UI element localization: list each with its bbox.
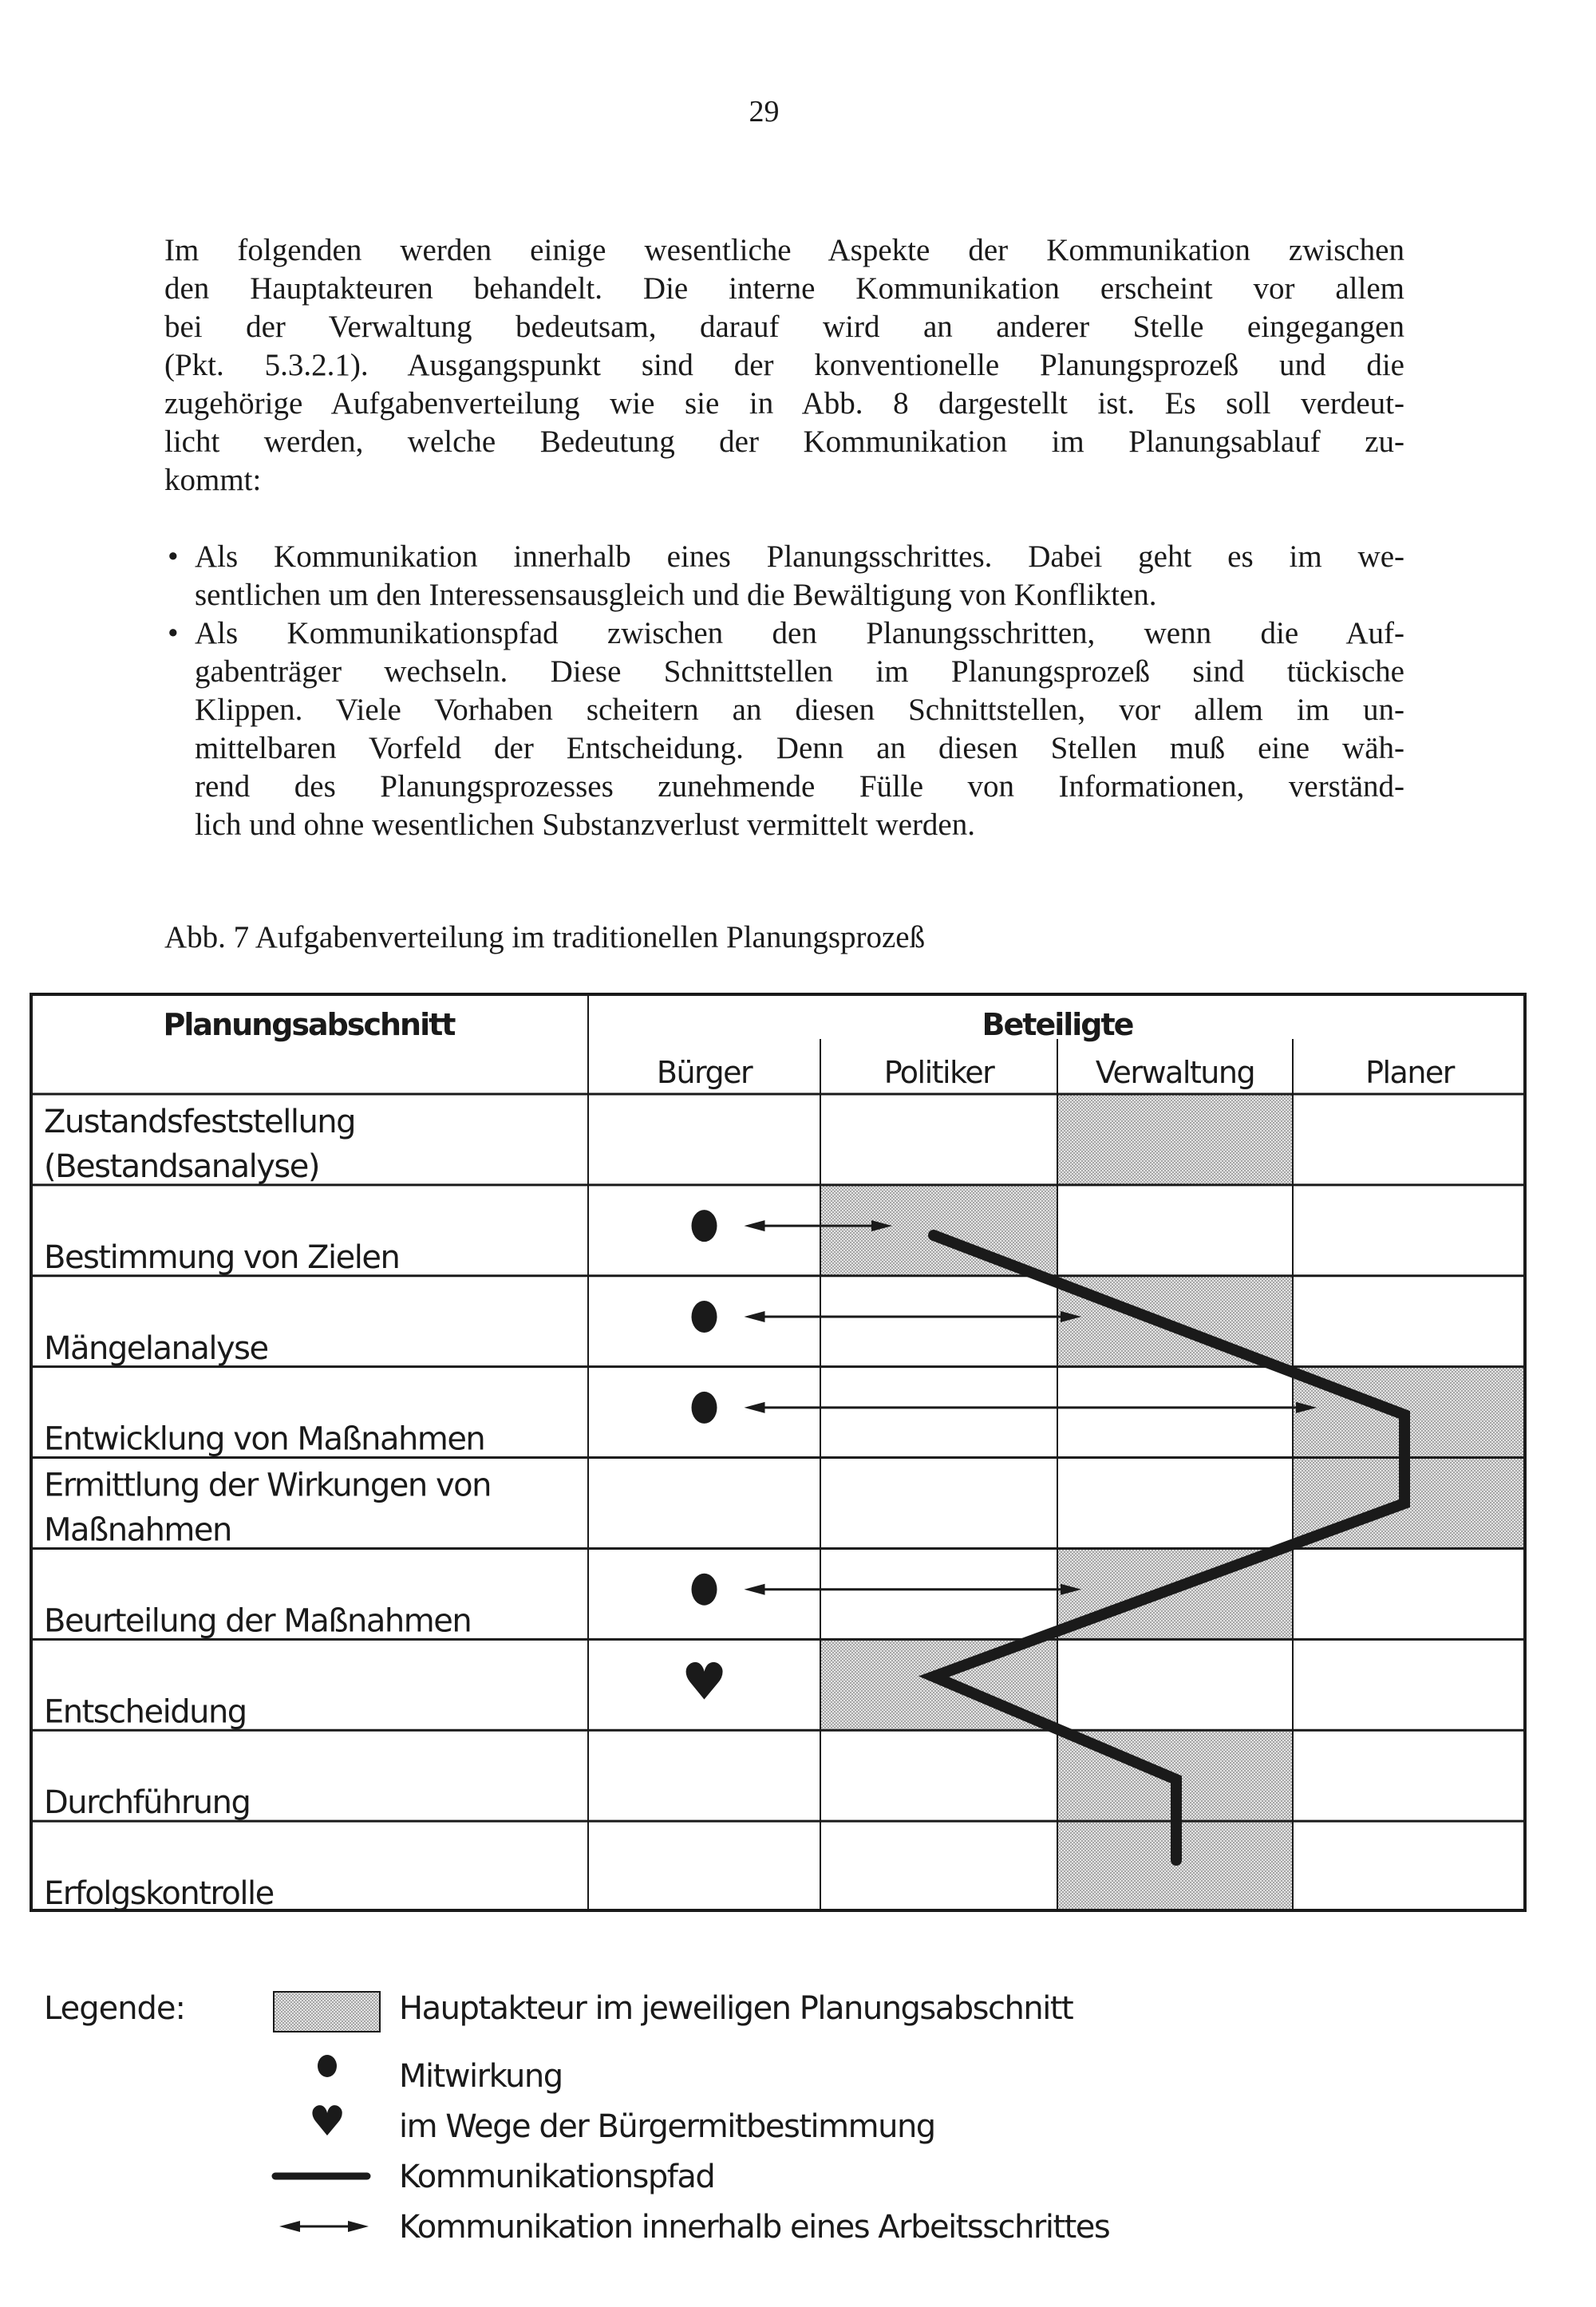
row-label: Mängelanalyse bbox=[44, 1329, 268, 1367]
lead-actor-cell bbox=[1057, 1094, 1293, 1185]
paragraph-line: (Pkt. 5.3.2.1). Ausgangspunkt sind der konventionelle Planungsprozeß und die bbox=[164, 348, 1404, 382]
lead-actor-cell bbox=[820, 1185, 1057, 1276]
arrow-head-left-icon bbox=[745, 1402, 765, 1413]
legend-title: Legende: bbox=[44, 1990, 186, 2027]
task-distribution-table bbox=[30, 993, 1527, 1912]
column-header-1: Politiker bbox=[883, 1055, 994, 1090]
row-label: Ermittlung der Wirkungen von bbox=[44, 1467, 491, 1504]
column-header-2: Verwaltung bbox=[1095, 1055, 1255, 1090]
paragraph-line: zugehörige Aufgabenverteilung wie sie in Abb. 8 dargestellt ist. Es soll verdeut- bbox=[164, 386, 1404, 421]
row-label: Entwicklung von Maßnahmen bbox=[44, 1420, 485, 1458]
row-label: Durchführung bbox=[44, 1784, 251, 1822]
row-label: Bestimmung von Zielen bbox=[44, 1238, 400, 1276]
intro-paragraph bbox=[164, 231, 1404, 500]
legend-label: Kommunikation innerhalb eines Arbeitsschrittes bbox=[399, 2209, 1110, 2246]
arrow-head-left-icon bbox=[745, 1220, 765, 1231]
paragraph-line: den Hauptakteuren behandelt. Die interne Kommunikation erscheint vor allem bbox=[164, 271, 1404, 306]
row-label: Entscheidung bbox=[44, 1693, 247, 1731]
bullet-line: • Als Kommunikationspfad zwischen den Planungsschritten, wenn die Auf- bbox=[164, 614, 1404, 653]
row-label: Erfolgskontrolle bbox=[44, 1875, 274, 1912]
row-label: Maßnahmen bbox=[44, 1511, 231, 1549]
heart-icon: ♥ bbox=[681, 1653, 728, 1712]
column-header-3: Planer bbox=[1365, 1055, 1454, 1090]
legend-label: Hauptakteur im jeweiligen Planungsabschnitt bbox=[399, 1990, 1073, 2027]
row-label: Zustandsfeststellung bbox=[44, 1104, 356, 1140]
bullet-line: mittelbaren Vorfeld der Entscheidung. Denn an diesen Stellen muß eine wäh- bbox=[195, 731, 1404, 765]
column-header-0: Bürger bbox=[656, 1055, 753, 1090]
legend-label: im Wege der Bürgermitbestimmung bbox=[399, 2108, 935, 2145]
bullet-icon: • bbox=[168, 539, 179, 574]
arrow-head-left-icon bbox=[279, 2221, 300, 2232]
row-label: (Bestandsanalyse) bbox=[44, 1148, 319, 1185]
paragraph-line: bei der Verwaltung bedeutsam, darauf wird an anderer Stelle eingegangen bbox=[164, 310, 1404, 344]
bullet-icon: • bbox=[168, 616, 179, 650]
header-beteiligte: Beteiligte bbox=[982, 1007, 1133, 1042]
paragraph-line: Im folgenden werden einige wesentliche Aspekte der Kommunikation zwischen bbox=[164, 233, 1404, 267]
arrow-head-left-icon bbox=[745, 1584, 765, 1595]
bullet-line: lich und ohne wesentlichen Substanzverlust vermittelt werden. bbox=[195, 808, 975, 842]
bullet-line: Klippen. Viele Vorhaben scheitern an diesen Schnittstellen, vor allem im un- bbox=[195, 693, 1404, 727]
bullet-line: sentlichen um den Interessensausgleich und die Bewältigung von Konflikten. bbox=[195, 578, 1157, 612]
bullet-line: rend des Planungsprozesses zunehmende Fülle von Informationen, verständ- bbox=[195, 769, 1404, 804]
bullet-line: • Als Kommunikation innerhalb eines Planungsschrittes. Dabei geht es im we- bbox=[164, 538, 1404, 576]
arrow-head-right-icon bbox=[348, 2221, 369, 2232]
participation-dot-icon bbox=[692, 1210, 717, 1242]
arrow-head-left-icon bbox=[745, 1311, 765, 1322]
participation-dot-icon bbox=[692, 1574, 717, 1606]
bullet-list bbox=[164, 538, 1404, 844]
bullet-line: gabenträger wechseln. Diese Schnittstellen im Planungsprozeß sind tückische bbox=[195, 654, 1404, 689]
dot-icon bbox=[318, 2055, 337, 2077]
participation-dot-icon bbox=[692, 1392, 717, 1424]
shaded-box-icon bbox=[274, 1992, 380, 2032]
page-number: 29 bbox=[749, 95, 780, 128]
paragraph-line: licht werden, welche Bedeutung der Kommunikation im Planungsablauf zu- bbox=[164, 425, 1404, 459]
participation-dot-icon bbox=[692, 1301, 717, 1333]
figure-caption: Abb. 7 Aufgabenverteilung im traditionellen Planungsprozeß bbox=[164, 920, 926, 954]
legend-label: Kommunikationspfad bbox=[399, 2159, 715, 2195]
legend-label: Mitwirkung bbox=[399, 2058, 563, 2095]
header-planungsabschnitt: Planungsabschnitt bbox=[163, 1007, 455, 1042]
paragraph-line: kommt: bbox=[164, 463, 262, 497]
row-label: Beurteilung der Maßnahmen bbox=[44, 1602, 472, 1640]
heart-icon: ♥ bbox=[308, 2098, 346, 2146]
